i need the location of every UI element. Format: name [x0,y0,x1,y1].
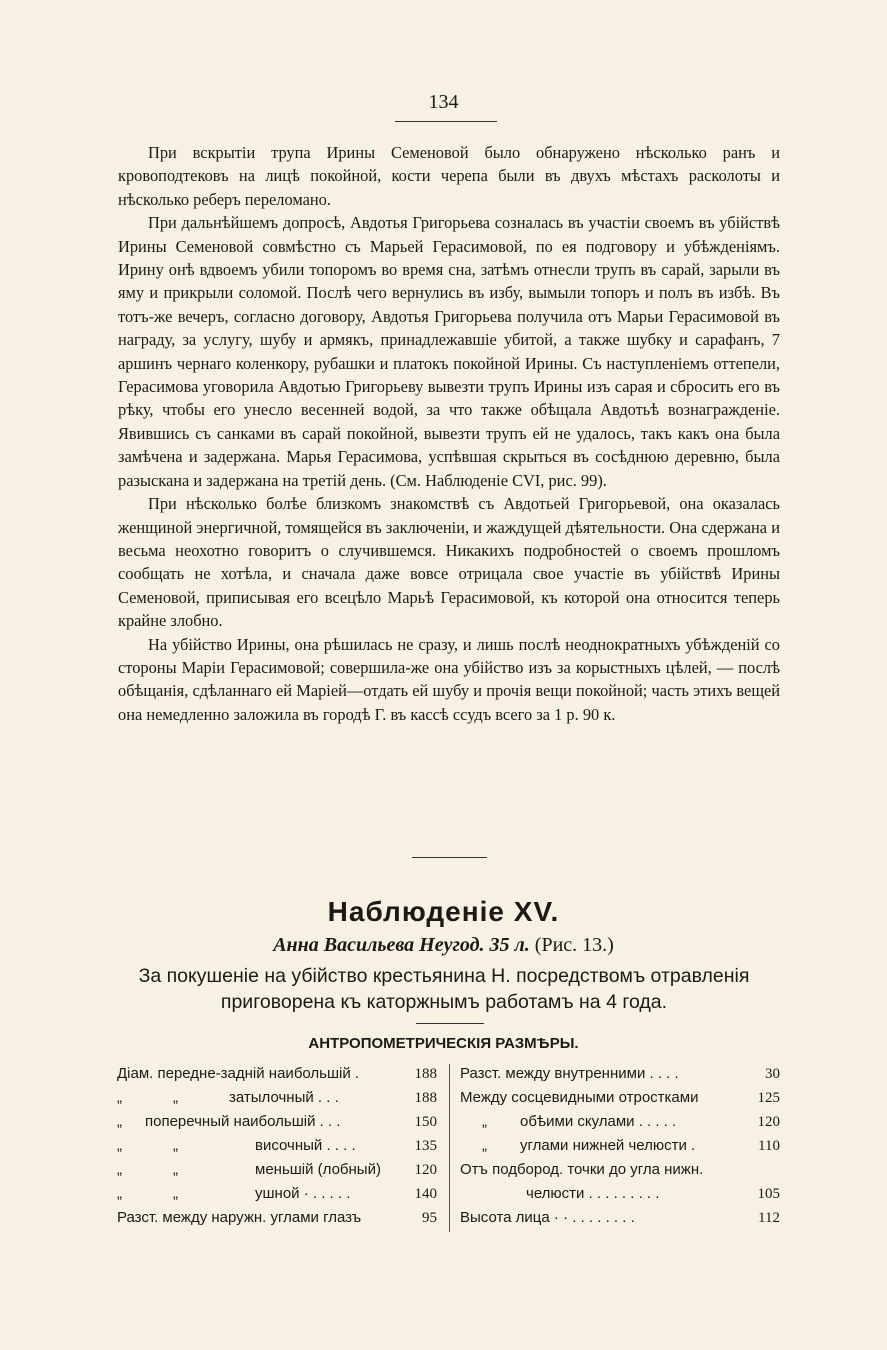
measurement-value: 120 [757,1114,780,1130]
measurement-value: 188 [414,1090,437,1106]
ditto-mark: „ [173,1089,178,1106]
measurement-row [117,1062,437,1086]
measurement-value: 112 [758,1210,780,1226]
measurements-left-column [117,1062,437,1230]
section-divider [412,857,487,858]
paragraph: При нѣсколько болѣе близкомъ знакомствѣ съ Авдотьей Григорьевой, она оказалась женщиной энергичной, томящейся въ заключеніи, и жаждущей дѣятельности. Она сдержана и весьма неохотно говоритъ о случившемся. Никакихъ подробностей о своемъ прошломъ сообщать не хотѣла, и сначала даже вовсе отрицала свое участіе въ убійствѣ Ирины Семеновой, приписывая его всецѣло Марьѣ Герасимовой, къ которой она относится теперь крайне злобно. [118,494,780,631]
ditto-mark: „ [117,1089,122,1106]
measurement-row [460,1086,780,1110]
measurement-row [460,1134,780,1158]
measurement-row [117,1110,437,1134]
measurement-value: 30 [765,1066,780,1082]
ditto-mark: „ [117,1113,122,1130]
measurements-right-column [460,1062,780,1230]
measurement-row [117,1206,437,1230]
measurement-value [778,1158,780,1182]
measurement-label: Отъ подбород. точки до угла нижн. [460,1161,704,1178]
measurement-label: Разст. между наружн. углами глазъ [117,1209,362,1226]
measurement-row [117,1086,437,1110]
measurement-label: ушной · . . . . . [255,1185,351,1202]
measurements-heading: АНТРОПОМЕТРИЧЕСКІЯ РАЗМѢРЫ. [308,1035,579,1052]
measurement-row [117,1134,437,1158]
measurement-value: 140 [414,1186,437,1202]
case-narrative [118,141,780,726]
measurement-value: 150 [414,1114,437,1130]
measurement-label: обѣими скулами . . . . . [520,1113,677,1130]
ditto-mark: „ [173,1137,178,1154]
measurement-label: Между сосцевидными отростками [460,1089,699,1106]
ditto-mark: „ [173,1161,178,1178]
measurement-label: Высота лица · · . . . . . . . . [460,1209,635,1226]
ditto-mark: „ [482,1113,487,1130]
observation-title: Наблюденіе XV. [327,896,560,927]
ditto-mark: „ [117,1161,122,1178]
measurement-label: затылочный . . . [229,1089,339,1106]
ditto-mark: „ [117,1185,122,1202]
measurement-label: височный . . . . [255,1137,356,1154]
measurement-label: челюсти . . . . . . . . . [526,1185,660,1202]
verdict-divider [416,1023,484,1024]
page-number: 134 [428,91,459,113]
verdict-text: За покушеніе на убійство крестьянина Н. посредствомъ отравленія приговорена къ каторжнымъ работамъ на 4 года. [138,965,750,1013]
measurement-row [460,1158,780,1182]
ditto-mark: „ [173,1185,178,1202]
measurement-value: 125 [757,1090,780,1106]
measurement-row [460,1206,780,1230]
measurement-value: 188 [414,1066,437,1082]
subject-line [0,934,887,957]
measurement-value: 105 [757,1186,780,1202]
paragraph: На убійство Ирины, она рѣшилась не сразу, и лишь послѣ неоднократныхъ убѣжденій со стороны Маріи Герасимовой; совершила-же она убійство изъ за корыстныхъ цѣлей, — послѣ обѣщанія, сдѣланнаго ей Маріей—отдать ей шубу и прочія вещи покойной; часть этихъ вещей она немедленно заложила въ городѣ Г. въ кассѣ ссудъ всего за 1 р. 90 к. [118,634,780,724]
figure-reference: (Рис. 13.) [534,934,614,956]
measurement-row [460,1062,780,1086]
subject-name: Анна Васильева Неугод. 35 л. [273,934,530,956]
paragraph: При дальнѣйшемъ допросѣ, Авдотья Григорьева созналась въ участіи своемъ въ убійствѣ Ирины Семеновой совмѣстно съ Марьей Герасимовой, по ея подговору и убѣжденіямъ. Ирину онѣ вдвоемъ убили топоромъ во время сна, затѣмъ отнесли трупъ въ сарай, зарыли въ яму и прикрыли соломой. Послѣ чего вернулись въ избу, вымыли топоръ и полъ въ избѣ. Въ тотъ-же вечеръ, согласно договору, Авдотья Григорьева получила отъ Марьи Герасимовой въ награду, за услугу, шубу и армякъ, принадлежавшіе убитой, а также шубку и сарафанъ, 7 аршинъ чернаго коленкору, рубашки и платокъ покойной Ирины. Съ наступленіемъ оттепели, Герасимова уговорила Авдотью Григорьеву вывезти трупъ Ирины изъ сарая и сбросить его въ рѣку, чтобы его унесло весенней водой, за что также обѣщала Авдотьѣ вознагражденіе. Явившись съ санками въ сарай покойной, вывезти трупъ ей не удалось, такъ какъ она была замѣчена и задержана. Марья Герасимова, успѣвшая скрыться въ сосѣднюю деревню, была разыскана и задержана на третій день. (См. Наблюденіе CVI, рис. 99). [118,213,780,490]
measurement-value: 110 [758,1138,780,1154]
measurement-row [460,1110,780,1134]
ditto-mark: „ [482,1137,487,1154]
measurement-row [117,1158,437,1182]
measurement-label: меньшій (лобный) [255,1161,381,1178]
measurement-label: Діам. передне-задній наибольшій . [117,1065,360,1082]
measurement-row [460,1182,780,1206]
page-number-rule [395,121,497,122]
measurement-row [117,1182,437,1206]
column-divider [449,1064,450,1232]
measurement-label: углами нижней челюсти . [520,1137,696,1154]
ditto-mark: „ [117,1137,122,1154]
paragraph: При вскрытіи трупа Ирины Семеновой было обнаружено нѣсколько ранъ и кровоподтековъ на лицѣ покойной, кости черепа были въ двухъ мѣстахъ расколоты и нѣсколько реберъ переломано. [118,143,780,209]
measurement-value: 135 [414,1138,437,1154]
measurement-value: 120 [414,1162,437,1178]
measurement-value: 95 [422,1210,437,1226]
measurement-label: поперечный наибольшій . . . [145,1113,341,1130]
measurement-label: Разст. между внутренними . . . . [460,1065,679,1082]
